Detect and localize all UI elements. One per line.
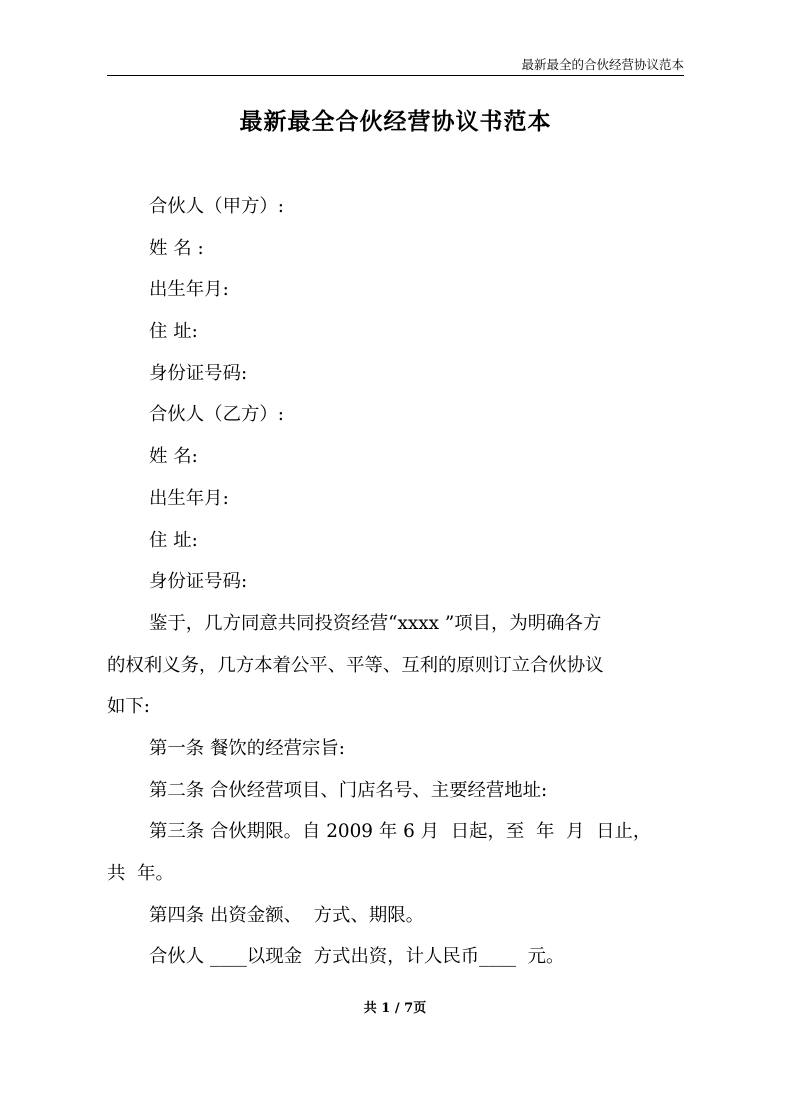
party-b-name-field: 姓 名: (149, 446, 198, 468)
article-1: 第一条 餐饮的经营宗旨: (149, 737, 345, 759)
running-header: 最新最全的合伙经营协议范本 (521, 57, 684, 72)
header-rule (107, 75, 684, 76)
article-2: 第二条 合伙经营项目、门店名号、主要经营地址: (149, 779, 548, 801)
party-a-id-field: 身份证号码: (149, 362, 248, 384)
party-a-birth-field: 出生年月: (149, 279, 229, 301)
article-3-line-2: 共 年。 (107, 863, 174, 884)
article-3-line-1: 第三条 合伙期限。自 2009 年 6 月 日起，至 年 月 日止， (149, 821, 652, 843)
preamble-line-2: 的权利义务，几方本着公平、平等、互利的原则订立合伙协议 (107, 654, 604, 676)
document-title: 最新最全合伙经营协议书范本 (239, 108, 552, 135)
page-number: 共 1 / 7页 (363, 1001, 427, 1016)
preamble-line-1: 鉴于，几方同意共同投资经营“xxxx ”项目，为明确各方 (149, 612, 602, 634)
article-4: 第四条 出资金额、 方式、期限。 (149, 904, 425, 926)
party-b-address-field: 住 址: (149, 529, 198, 551)
party-a-address-field: 住 址: (149, 321, 198, 343)
party-a-heading: 合伙人（甲方）: (149, 196, 284, 217)
party-a-name-field: 姓 名 : (149, 237, 204, 259)
article-4-detail: 合伙人 ____以现金 方式出资，计人民币____ 元。 (149, 946, 565, 968)
document-body (107, 186, 684, 978)
preamble-line-3: 如下: (107, 696, 150, 718)
party-b-birth-field: 出生年月: (149, 487, 229, 509)
party-b-heading: 合伙人（乙方）: (149, 404, 284, 426)
party-b-id-field: 身份证号码: (149, 571, 248, 593)
